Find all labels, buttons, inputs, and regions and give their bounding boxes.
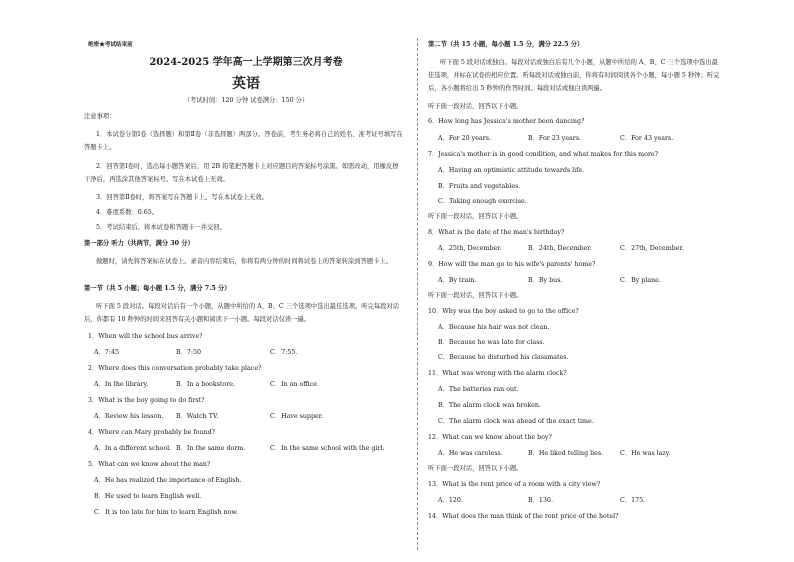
q6-option-a: A．For 20 years. [438,135,491,142]
q7-option-b: B．Fruits and vegetables. [438,183,521,190]
question-1: 1．When will the school bus arrive? [88,333,203,340]
q13-option-b: B．130. [528,497,553,504]
listen-instruction-q13-14: 听下面一段对话，回答以下小题。 [428,465,523,472]
notes-heading: 注意事项： [84,113,116,120]
section1-instructions: 听下面 5 段对话。每段对话后有一个小题，从题中所给的 A、B、C 三个选项中选出最佳选项。听完每段对话后，你都有 10 秒钟的时间来回答有关小题和阅读下一小题。每段对话仅读一遍。 [84,303,400,323]
part1-instructions: 做题时，请先将答案标在试卷上。录音内容结束后，你将有两分钟的时间将试卷上的答案转涂到答题卡上。 [96,258,392,265]
q12-option-a: A．He was careless. [438,450,503,457]
note-2: 2．回答第Ⅰ卷时，选出每小题答案后，用 2B 铅笔把答题卡上对应题目的答案标号涂黑。如需改动，用橡皮擦干净后，再选涂其他答案标号。写在本试卷上无效。 [84,163,399,183]
q1-option-a: A．7:45 [94,349,119,356]
q4-option-a: A．In a different school. [94,445,172,452]
left-column [80,0,412,562]
question-9: 9．How will the man go to his wife's parents' home? [428,261,596,268]
q7-option-c: C．Taking enough exercise. [438,198,527,205]
q12-option-b: B．He liked telling lies. [528,450,604,457]
q10-option-b: B．Because he was late for class. [438,339,545,346]
listen-instruction-q10-12: 听下面一段对话，回答以下小题。 [428,292,523,299]
q9-option-a: A．By train. [438,277,477,284]
note-3: 3．回答第Ⅱ卷时，将答案写在答题卡上。写在本试卷上无效。 [96,194,269,201]
q1-option-b: B．7:50 [176,349,202,356]
q10-option-a: A．Because his hair was not clean. [438,324,550,331]
q13-option-a: A．120. [438,497,463,504]
note-4: 4．难度系数：0.65。 [96,209,159,216]
subject-title: 英语 [232,76,260,92]
q3-option-b: B．Watch TV. [176,413,219,420]
note-1: 1．本试卷分第Ⅰ卷（选择题）和第Ⅱ卷（非选择题）两部分。答卷前，考生务必将自己的姓名、准考证号填写在答题卡上。 [84,131,403,151]
q12-option-c: C．He was lazy. [620,450,671,457]
q5-option-a: A．He has realized the importance of English. [94,477,242,484]
note-5: 5．考试结束后，将本试卷和答题卡一并交回。 [96,224,226,231]
q3-option-a: A．Review his lesson. [94,413,164,420]
column-divider [417,38,418,550]
q11-option-b: B．The alarm clock was broken. [438,402,541,409]
q6-option-c: C．For 43 years. [620,135,674,142]
q11-option-c: C．The alarm clock was ahead of the exact time. [438,418,594,425]
q9-option-c: C．By plane. [620,277,661,284]
question-7: 7．Jessica's mother is in good condition, and what makes for this more? [428,151,659,158]
secret-label: 绝密★考试结束前 [88,42,133,48]
q3-option-c: C．Have supper. [270,413,324,420]
listen-instruction-q8: 听下面一段对话，回答以下小题。 [428,213,523,220]
q8-option-b: B．24th, December. [528,245,592,252]
q2-option-a: A．In the library. [94,381,149,388]
q13-option-c: C．175. [620,497,646,504]
q4-option-b: B．In the same dorm. [176,445,246,452]
q9-option-b: B．By bus. [528,277,563,284]
q4-option-c: C．In the same school with the girl. [270,445,385,452]
right-column [424,0,724,562]
exam-title: 2024-2025 学年高一上学期第三次月考卷 [149,57,343,68]
question-5: 5．What can we know about the man? [88,461,211,468]
q10-option-c: C．Because he disturbed his classmates. [438,354,569,361]
question-10: 10．Why was the boy asked to go to the office? [428,308,579,315]
section1-heading: 第一节（共 5 小题；每小题 1.5 分，满分 7.5 分） [84,285,231,292]
q6-option-b: B．For 23 years. [528,135,582,142]
question-8: 8．What is the date of the man's birthday? [428,229,565,236]
question-14: 14．What does the man think of the rent price of the hotel? [428,513,619,520]
q7-option-a: A．Having an optimistic attitude towards life. [438,167,585,174]
part1-heading: 第一部分 听力（共两节，满分 30 分） [84,240,194,247]
q1-option-c: C．7:55. [270,349,298,356]
question-3: 3．What is the boy going to do first? [88,397,205,404]
section2-instructions: 听下面 5 段对话或独白。每段对话或独白后有几个小题，从题中所给的 A、B、C 三个选项中选出最佳选项，并标在试卷的相应位置。听每段对话或独白前，你将有时间阅读各个小题，每小题 5 秒钟；听完后，各小题将给出 5 秒钟的作答时间。每段对话或独白读两遍。 [428,59,720,92]
question-13: 13．What is the rent price of a room with a city view? [428,481,601,488]
q8-option-c: C．27th, December. [620,245,684,252]
question-4: 4．Where can Mary probably be found? [88,429,216,436]
q5-option-c: C．It is too late for him to learn English now. [94,509,239,516]
q8-option-a: A．25th, December. [438,245,502,252]
q2-option-b: B．In a bookstore. [176,381,235,388]
question-2: 2．Where does this conversation probably take place? [88,365,262,372]
question-12: 12．What can we know about the boy? [428,434,552,441]
question-11: 11．What was wrong with the alarm clock? [428,370,567,377]
q11-option-a: A．The batteries ran out. [438,386,519,393]
q2-option-c: C．In an office. [270,381,320,388]
exam-info: （考试时间：120 分钟 试卷满分：150 分） [183,97,309,104]
section2-heading: 第二节（共 15 小题，每小题 1.5 分，满分 22.5 分） [428,41,584,48]
listen-instruction-q6-7: 听下面一段对话，回答以下小题。 [428,103,523,110]
q5-option-b: B．He used to learn English well. [94,493,202,500]
question-6: 6．How long has Jessica's mother been dancing? [428,118,585,125]
